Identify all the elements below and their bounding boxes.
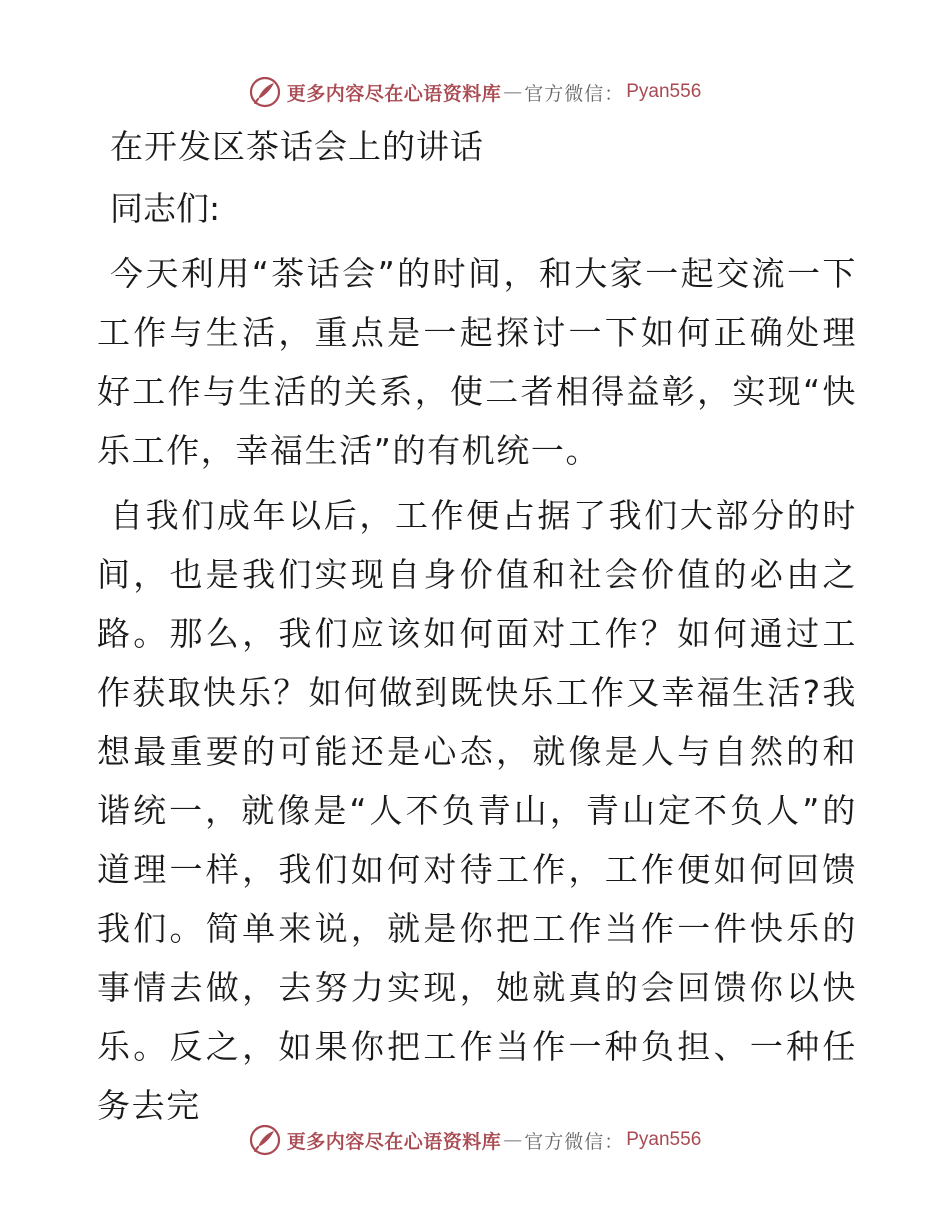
banner-dash: — xyxy=(503,81,523,103)
paragraph-2: 自我们成年以后，工作便占据了我们大部分的时间，也是我们实现自身价值和社会价值的必由之路。那么，我们应该如何面对工作？如何通过工作获取快乐？如何做到既快乐工作又幸福生活?我想最重要的可能还是心态，就像是人与自然的和谐统一，就像是“人不负青山，青山定不负人”的道理一样，我们如何对待工作，工作便如何回馈我们。简单来说，就是你把工作当作一件快乐的事情去做，去努力实现，她就真的会回馈你以快乐。反之，如果你把工作当作一种负担、一种任务去完 xyxy=(97,496,857,1125)
banner-wechat-id: Pyan556 xyxy=(626,81,702,102)
document-title: 在开发区茶话会上的讲话 xyxy=(110,127,484,166)
salutation: 同志们: xyxy=(110,189,221,228)
banner-dash: — xyxy=(503,1129,523,1151)
banner-slogan: 更多内容尽在心语资料库 xyxy=(286,82,502,105)
banner-wechat-label: 官方微信： xyxy=(524,82,625,105)
quill-pen-logo-icon xyxy=(249,76,281,108)
banner-wechat-label: 官方微信： xyxy=(524,1130,625,1153)
banner-slogan: 更多内容尽在心语资料库 xyxy=(286,1130,502,1153)
banner-wechat-id: Pyan556 xyxy=(626,1129,702,1150)
footer-banner xyxy=(0,1120,950,1160)
quill-pen-logo-icon xyxy=(249,1124,281,1156)
header-banner xyxy=(0,72,950,112)
paragraph-1: 今天利用“茶话会”的时间，和大家一起交流一下工作与生活，重点是一起探讨一下如何正确处理好工作与生活的关系，使二者相得益彰，实现“快乐工作，幸福生活”的有机统一。 xyxy=(97,254,857,470)
document-body xyxy=(97,118,857,1141)
